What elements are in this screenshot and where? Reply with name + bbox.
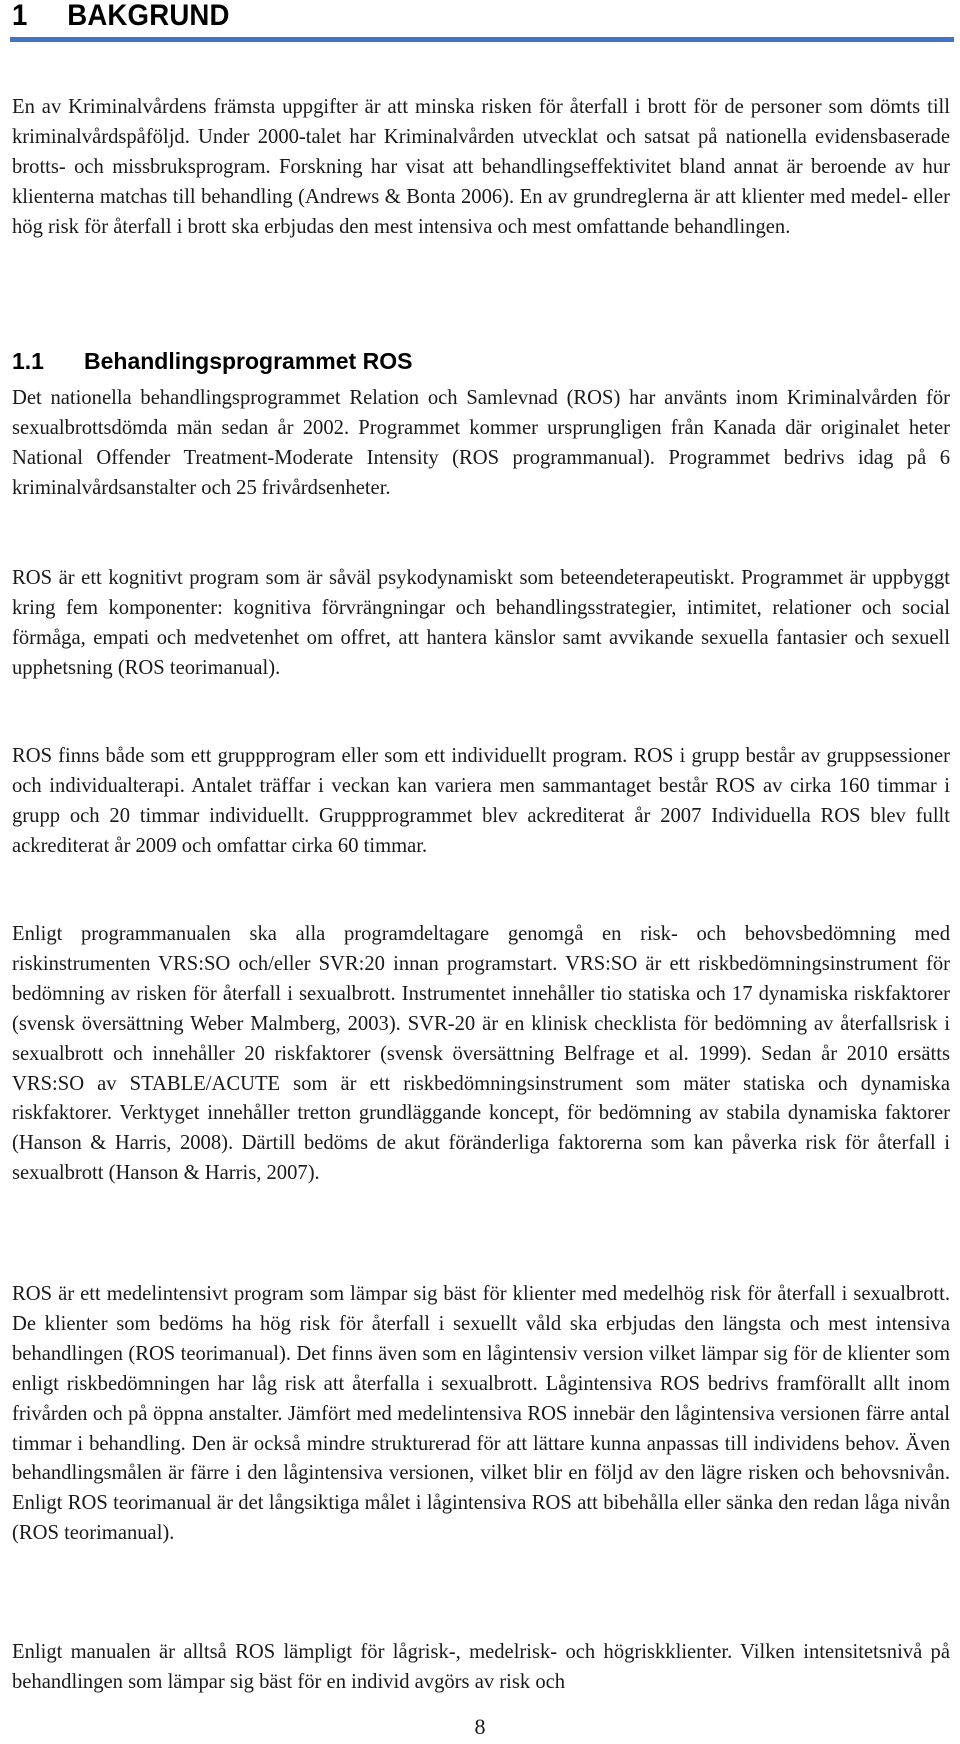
heading-rule xyxy=(10,37,954,42)
section-title: Behandlingsprogrammet ROS xyxy=(84,348,413,374)
chapter-heading xyxy=(12,0,877,32)
chapter-number: 1 xyxy=(12,0,28,32)
section-number: 1.1 xyxy=(12,348,44,374)
section-heading xyxy=(12,347,412,375)
paragraph-suitability: Enligt manualen är alltså ROS lämpligt för lågrisk-, medelrisk- och högriskklienter. Vilken intensitetsnivå på behandlingen som lämpar sig bäst för en individ avgörs av risk och xyxy=(12,1641,950,1693)
intro-paragraph: En av Kriminalvårdens främsta uppgifter är att minska risken för återfall i brott för de personer som dömts till kriminalvårdspåföljd. Under 2000-talet har Kriminalvården utvecklat och satsat på nationella evidensbaserade brotts- och missbruksprogram. Forskning har visat att behandlingseffektivitet bland annat är beroende av hur klienterna matchas till behandling (Andrews & Bonta 2006). En av grundreglerna är att klienter med medel- eller hög risk för återfall i brott ska erbjudas den mest intensiva och mest omfattande behandlingen. xyxy=(12,96,950,238)
page-number: 8 xyxy=(474,1714,486,1739)
chapter-title: BAKGRUND xyxy=(67,0,230,32)
paragraph-risk-assessment: Enligt programmanualen ska alla programdeltagare genomgå en risk- och behovsbedömning med riskinstrumenten VRS:SO och/eller SVR:20 innan programstart. VRS:SO är ett riskbedömningsinstrument för bedömning av risken för återfall i sexualbrott. Instrumentet innehåller tio statiska och 17 dynamiska riskfaktorer (svensk översättning Weber Malmberg, 2003). SVR-20 är en klinisk checklista för bedömning av återfallsrisk i sexualbrott och innehåller 20 riskfaktorer (svensk översättning Belfrage et al. 1999). Sedan år 2010 ersätts VRS:SO av STABLE/ACUTE som är ett riskbedömningsinstrument som mäter statiska och dynamiska riskfaktorer. Verktyget innehåller tretton grundläggande koncept, för bedömning av stabila dynamiska faktorer (Hanson & Harris, 2008). Därtill bedöms de akut föränderliga faktorerna som kan påverka risk för återfall i sexualbrott (Hanson & Harris, 2007). xyxy=(12,923,950,1185)
paragraph-ros-components: ROS är ett kognitivt program som är såväl psykodynamiskt som beteendeterapeutiskt. Programmet är uppbyggt kring fem komponenter: kognitiva förvrängningar och behandlingsstrategier, intimitet, relationer och social förmåga, empati och medvetenhet om offret, att hantera känslor samt avvikande sexuella fantasier och sexuell upphetsning (ROS teorimanual). xyxy=(12,567,950,679)
paragraph-intensity: ROS är ett medelintensivt program som lämpar sig bäst för klienter med medelhög risk för återfall i sexualbrott. De klienter som bedöms ha hög risk för återfall i sexuellt våld ska erbjudas den längsta och mest intensiva behandlingen (ROS teorimanual). Det finns även som en lågintensiv version vilket lämpar sig för de klienter som enligt riskbedömningen har låg risk att återfalla i sexualbrott. Lågintensiva ROS bedrivs framförallt allt inom frivården och på öppna anstalter. Jämfört med medelintensiva ROS innebär den lågintensiva versionen färre antal timmar i behandling. Den är också mindre strukturerad för att lättare kunna anpassas till individens behov. Även behandlingsmålen är färre i den lågintensiva versionen, vilket blir en följd av den lägre risken och behovsnivån. Enligt ROS teorimanual är det långsiktiga målet i lågintensiva ROS att bibehålla eller sänka den redan låga nivån (ROS teorimanual). xyxy=(12,1283,950,1545)
paragraph-ros-history: Det nationella behandlingsprogrammet Relation och Samlevnad (ROS) har använts inom Kriminalvården för sexualbrottsdömda män sedan år 2002. Programmet kommer ursprungligen från Kanada där originalet heter National Offender Treatment-Moderate Intensity (ROS programmanual). Programmet bedrivs idag på 6 kriminalvårdsanstalter och 25 frivårdsenheter. xyxy=(12,387,950,499)
paragraph-ros-format: ROS finns både som ett gruppprogram eller som ett individuellt program. ROS i grupp består av gruppsessioner och individualterapi. Antalet träffar i veckan kan variera men sammantaget består ROS av cirka 160 timmar i grupp och 20 timmar individuellt. Gruppprogrammet blev ackrediterat år 2007 Individuella ROS blev fullt ackrediterat år 2009 och omfattar cirka 60 timmar. xyxy=(12,745,950,857)
